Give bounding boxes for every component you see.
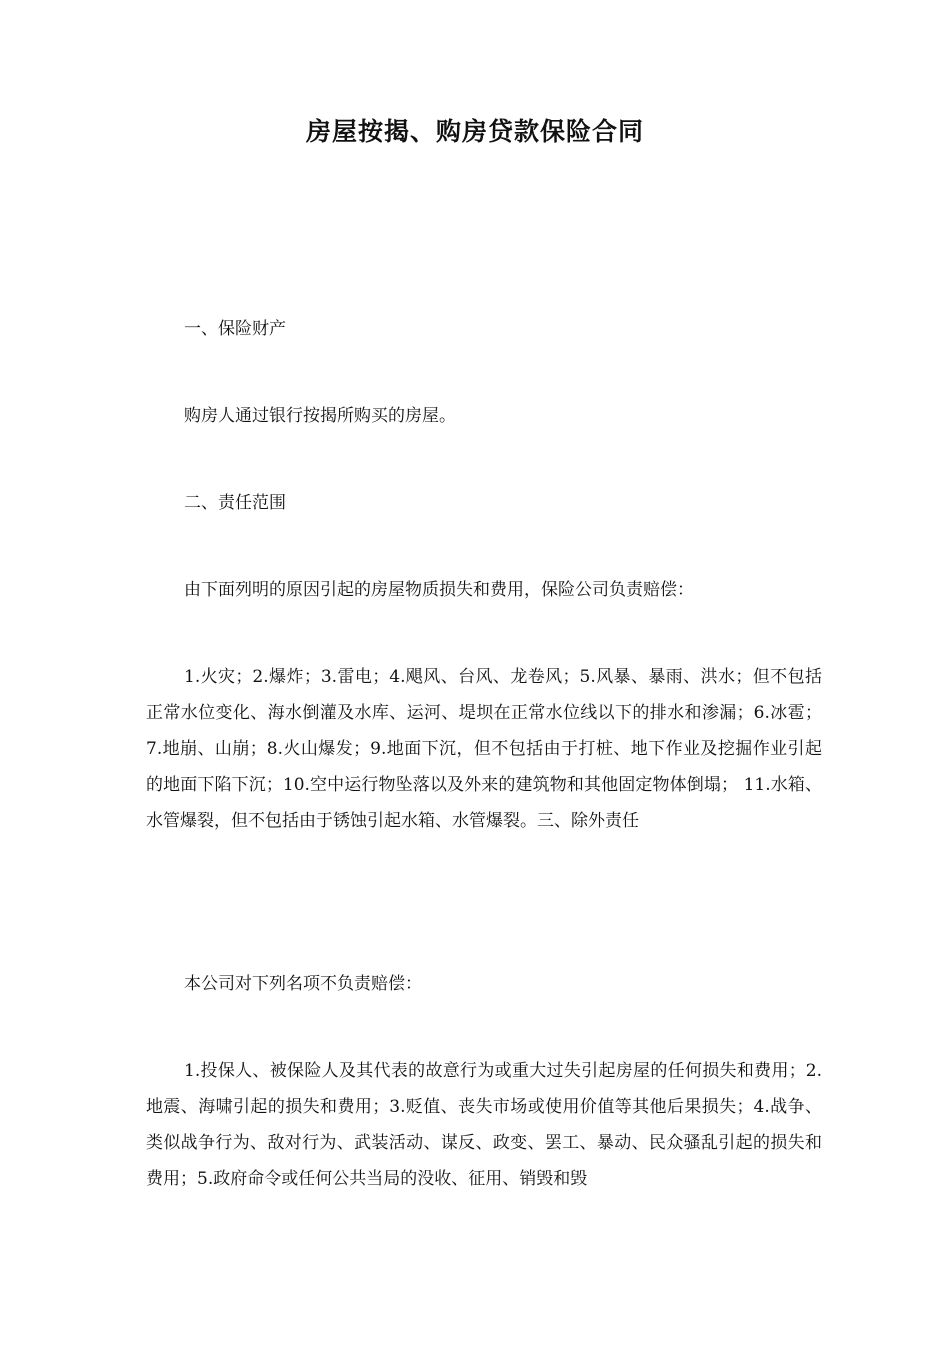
section1-heading: 一、保险财产 xyxy=(184,319,286,339)
section2-list: 1.火灾；2.爆炸；3.雷电；4.飓风、台风、龙卷风；5.风暴、暴雨、洪水；但不包括正常水位变化、海水倒灌及水库、运河、堤坝在正常水位线以下的排水和渗漏；6.冰雹；7.地崩、山崩；8.火山爆发；9.地面下沉，但不包括由于打桩、地下作业及挖掘作业引起的地面下陷下沉；10.空中运行物坠落以及外来的建筑物和其他固定物体倒塌； 11.水箱、水管爆裂，但不包括由于锈蚀引起水箱、水管爆裂。三、除外责任 xyxy=(146,667,822,831)
section3-list: 1.投保人、被保险人及其代表的故意行为或重大过失引起房屋的任何损失和费用；2.地震、海啸引起的损失和费用；3.贬值、丧失市场或使用价值等其他后果损失；4.战争、类似战争行为、敌对行为、武装活动、谋反、政变、罢工、暴动、民众骚乱引起的损失和费用；5.政府命令或任何公共当局的没收、征用、销毁和毁 xyxy=(146,1061,822,1189)
section2-heading: 二、责任范围 xyxy=(184,493,286,513)
section2-intro: 由下面列明的原因引起的房屋物质损失和费用，保险公司负责赔偿： xyxy=(184,580,694,600)
section1-text: 购房人通过银行按揭所购买的房屋。 xyxy=(184,406,456,426)
document-title: 房屋按揭、购房贷款保险合同 xyxy=(305,117,644,146)
section3-intro: 本公司对下列名项不负责赔偿： xyxy=(184,974,422,994)
